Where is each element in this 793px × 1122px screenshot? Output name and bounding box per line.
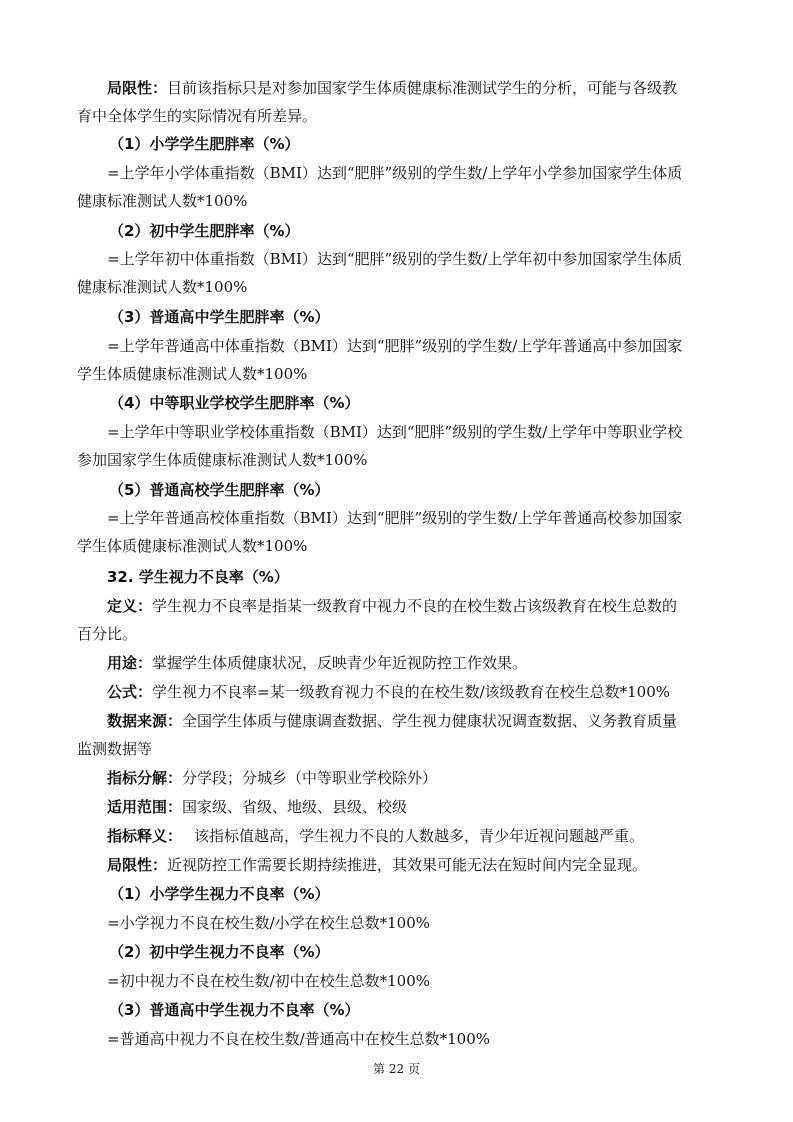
usage-line [0,653,793,673]
vision-junior-formula: =初中视力不良在校生数/初中在校生总数*100% [107,972,431,990]
interpretation-text: 该指标值越高，学生视力不良的人数越多，青少年近视问题越严重。 [194,827,645,845]
formula-line [0,682,793,702]
obesity-primary-formula-line1: =上学年小学体重指数（BMI）达到“肥胖”级别的学生数/上学年小学参加国家学生体质 [107,164,683,182]
source-label: 数据来源： [107,712,183,730]
obesity-junior-formula-line2: 健康标准测试人数*100% [77,278,248,296]
obesity-primary-heading: （1）小学学生肥胖率（%） [109,135,300,153]
obesity-senior-formula-line2: 学生体质健康标准测试人数*100% [77,365,308,383]
definition-label: 定义： [107,597,153,615]
source-line1 [0,711,793,731]
limitation-text: 近视防控工作需要长期持续推进，其效果可能无法在短时间内完全显现。 [167,856,648,874]
obesity-senior-heading: （3）普通高中学生肥胖率（%） [109,308,330,326]
limit-paragraph-line2: 育中全体学生的实际情况有所差异。 [77,107,318,125]
obesity-vocational-formula-line1: =上学年中等职业学校体重指数（BMI）达到“肥胖”级别的学生数/上学年中等职业学校 [107,423,683,441]
scope-label: 适用范围： [107,798,183,816]
formula-text: 学生视力不良率=某一级教育视力不良的在校生数/该级教育在校生总数*100% [152,683,671,701]
obesity-college-formula-line2: 学生体质健康标准测试人数*100% [77,537,308,555]
scope-text: 国家级、省级、地级、县级、校级 [182,798,408,816]
definition-line1 [0,596,793,616]
breakdown-label: 指标分解： [107,769,183,787]
vision-senior-heading: （3）普通高中学生视力不良率（%） [109,1001,360,1019]
interpretation-line [0,826,793,846]
obesity-vocational-formula-line2: 参加国家学生体质健康标准测试人数*100% [77,451,368,469]
vision-junior-heading: （2）初中学生视力不良率（%） [109,943,330,961]
limitation-line [0,855,793,875]
vision-senior-formula: =普通高中视力不良在校生数/普通高中在校生总数*100% [107,1030,491,1048]
usage-text: 掌握学生体质健康状况，反映青少年近视防控工作效果。 [152,654,528,672]
definition-text: 学生视力不良率是指某一级教育中视力不良的在校生数占该级教育在校生总数的 [152,597,678,615]
obesity-junior-heading: （2）初中学生肥胖率（%） [109,222,300,240]
obesity-college-heading: （5）普通高校学生肥胖率（%） [109,481,330,499]
source-text: 全国学生体质与健康调查数据、学生视力健康状况调查数据、义务教育质量 [182,712,678,730]
section-title: 32. 学生视力不良率（%） [107,568,289,586]
breakdown-line [0,768,793,788]
obesity-college-formula-line1: =上学年普通高校体重指数（BMI）达到“肥胖”级别的学生数/上学年普通高校参加国家 [107,509,683,527]
page-number: 第 22 页 [373,1062,420,1076]
limit-text: 目前该指标只是对参加国家学生体质健康标准测试学生的分析，可能与各级教 [167,79,678,97]
source-line2: 监测数据等 [77,740,153,758]
obesity-vocational-heading: （4）中等职业学校学生肥胖率（%） [109,394,360,412]
interpretation-label: 指标释义： [107,827,183,845]
usage-label: 用途： [107,654,153,672]
obesity-primary-formula-line2: 健康标准测试人数*100% [77,192,248,210]
scope-line [0,797,793,817]
breakdown-text: 分学段；分城乡（中等职业学校除外） [182,769,438,787]
limit-label: 局限性： [107,79,168,97]
definition-line2: 百分比。 [77,625,138,643]
formula-label: 公式： [107,683,153,701]
obesity-junior-formula-line1: =上学年初中体重指数（BMI）达到“肥胖”级别的学生数/上学年初中参加国家学生体质 [107,250,683,268]
vision-primary-formula: =小学视力不良在校生数/小学在校生总数*100% [107,914,431,932]
limit-paragraph-line1 [0,78,793,98]
limitation-label: 局限性： [107,856,168,874]
vision-primary-heading: （1）小学学生视力不良率（%） [109,885,330,903]
obesity-senior-formula-line1: =上学年普通高中体重指数（BMI）达到“肥胖”级别的学生数/上学年普通高中参加国家 [107,337,683,355]
